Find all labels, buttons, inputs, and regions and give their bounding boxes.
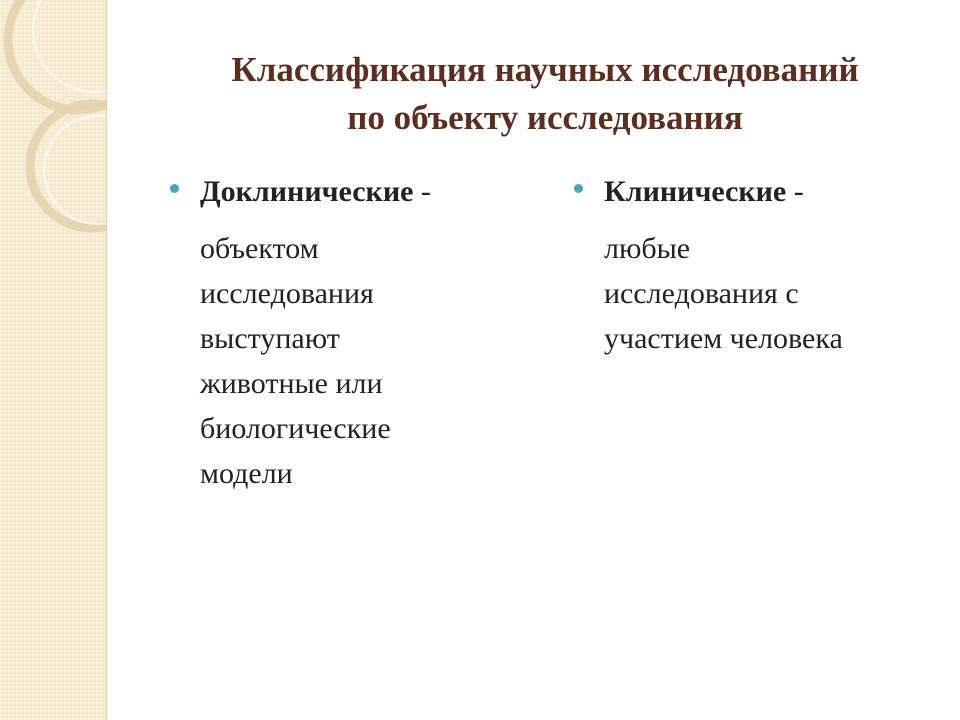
term-preclinical: Доклинические — [200, 175, 414, 208]
title-line-1: Классификация научных исследований — [231, 50, 859, 89]
bullet-row-preclinical — [170, 172, 500, 212]
bullet-clinical — [574, 172, 934, 361]
term-separator: - — [793, 175, 804, 208]
bullet-preclinical — [170, 172, 500, 496]
bullet-dot-icon — [574, 184, 583, 193]
term-line — [604, 172, 934, 212]
term-separator: - — [420, 175, 431, 208]
term-clinical: Клинические — [604, 175, 787, 208]
decorative-rings — [0, 0, 106, 720]
bullet-dot-icon — [170, 184, 179, 193]
bullet-row-clinical — [574, 172, 934, 212]
description-clinical: любые исследования с участием человека — [604, 232, 843, 355]
decorative-strip — [0, 0, 107, 720]
title-line-2: по объекту исследования — [347, 98, 743, 137]
slide-title — [150, 46, 940, 142]
description-preclinical: объектом исследования выступают животные или биологические модели — [200, 232, 391, 490]
term-line — [200, 172, 500, 212]
